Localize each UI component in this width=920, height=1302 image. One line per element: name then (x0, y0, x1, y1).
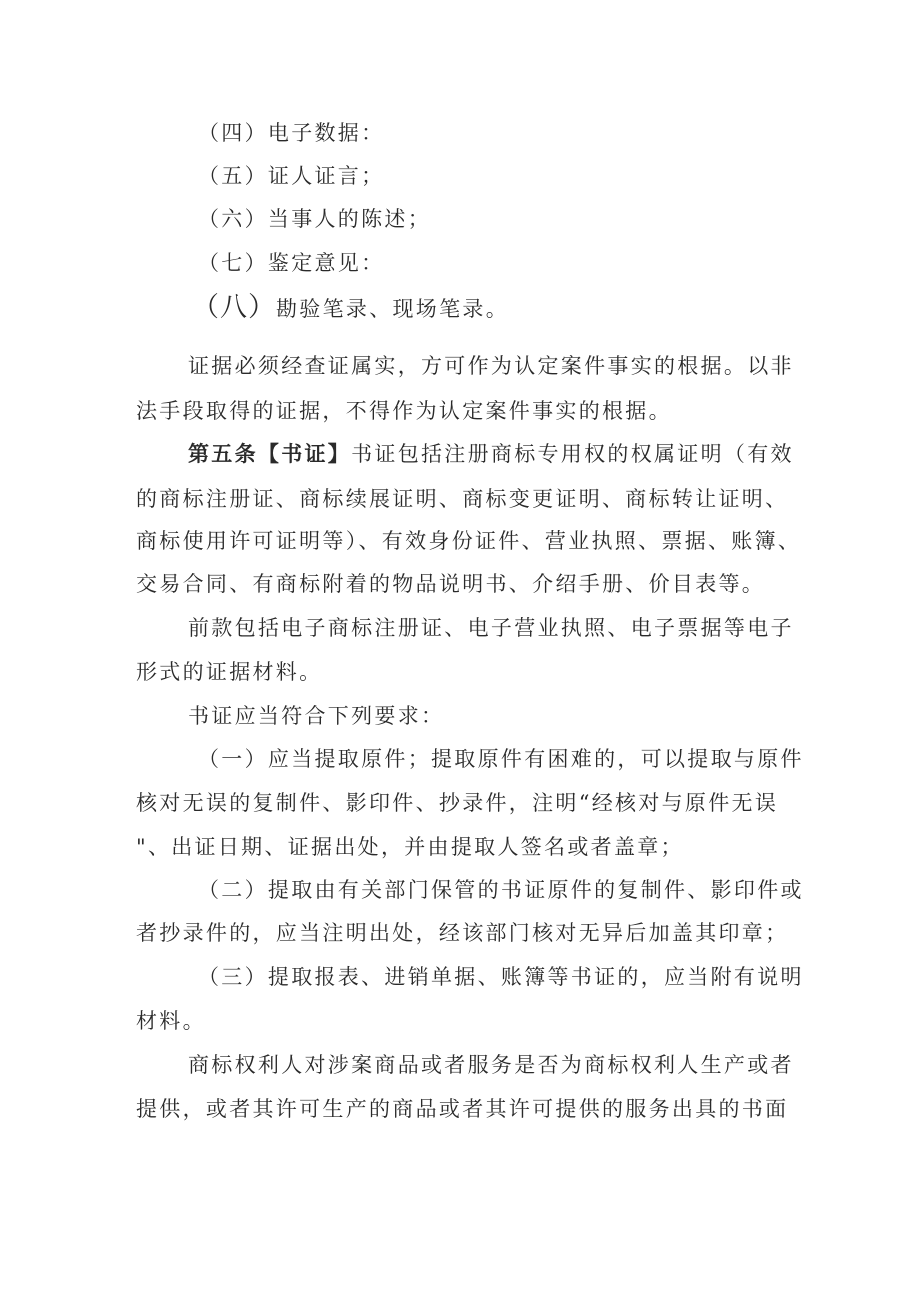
list-item (192, 292, 509, 323)
list-marker: （五） (198, 164, 268, 188)
paragraph-line: 证据必须经查证属实，方可作为认定案件事实的根据。以非 (188, 354, 794, 378)
paragraph-line: 法手段取得的证据，不得作为认定案件事实的根据。 (136, 399, 672, 423)
paragraph-line: 核对无误的复制件、影印件、抄录件，注明“经核对与原件无误 (136, 791, 779, 815)
list-marker: （七） (198, 251, 268, 275)
list-marker: （六） (198, 207, 268, 231)
paragraph-line: 者抄录件的，应当注明出处，经该部门核对无异后加盖其印章； (136, 921, 789, 945)
article-text: 书证包括注册商标专用权的权属证明（有效 (351, 442, 794, 466)
paragraph-line: （一）应当提取原件；提取原件有困难的，可以提取与原件 (198, 747, 804, 771)
paragraph-line: 商标权利人对涉案商品或者服务是否为商标权利人生产或者 (188, 1053, 794, 1077)
paragraph-line: 材料。 (136, 1009, 206, 1033)
paragraph-line: 交易合同、有商标附着的物品说明书、介绍手册、价目表等。 (136, 572, 766, 596)
list-text: 证人证言； (267, 164, 385, 188)
list-item (198, 120, 384, 146)
paragraph-line: 形式的证据材料。 (136, 660, 323, 684)
paragraph-line: 的商标注册证、商标续展证明、商标变更证明、商标转让证明、 (136, 487, 789, 511)
list-text: 鉴定意见： (267, 251, 385, 275)
paragraph-line: 提供，或者其许可生产的商品或者其许可提供的服务出具的书面 (136, 1097, 789, 1121)
list-marker: （八） (192, 292, 276, 323)
paragraph-line: 前款包括电子商标注册证、电子营业执照、电子票据等电子 (188, 616, 794, 640)
paragraph-line: （三）提取报表、进销单据、账簿等书证的，应当附有说明 (198, 965, 804, 989)
paragraph-line: "、出证日期、证据出处，并由提取人签名或者盖章； (136, 835, 684, 859)
list-marker: （四） (198, 121, 268, 145)
list-text: 电子数据： (267, 121, 385, 145)
paragraph-line: （二）提取由有关部门保管的书证原件的复制件、影印件或 (198, 878, 804, 902)
list-text: 当事人的陈述； (267, 207, 432, 231)
list-item (198, 250, 384, 276)
paragraph-line: 商标使用许可证明等）、有效身份证件、营业执照、票据、账簿、 (136, 529, 802, 553)
list-item (198, 163, 384, 189)
list-text: 勘验笔录、现场笔录。 (276, 297, 509, 321)
article-first-line (188, 441, 794, 467)
article-heading: 第五条【书证】 (188, 441, 352, 466)
paragraph-line: 书证应当符合下列要求： (188, 704, 445, 728)
list-item (198, 206, 431, 232)
